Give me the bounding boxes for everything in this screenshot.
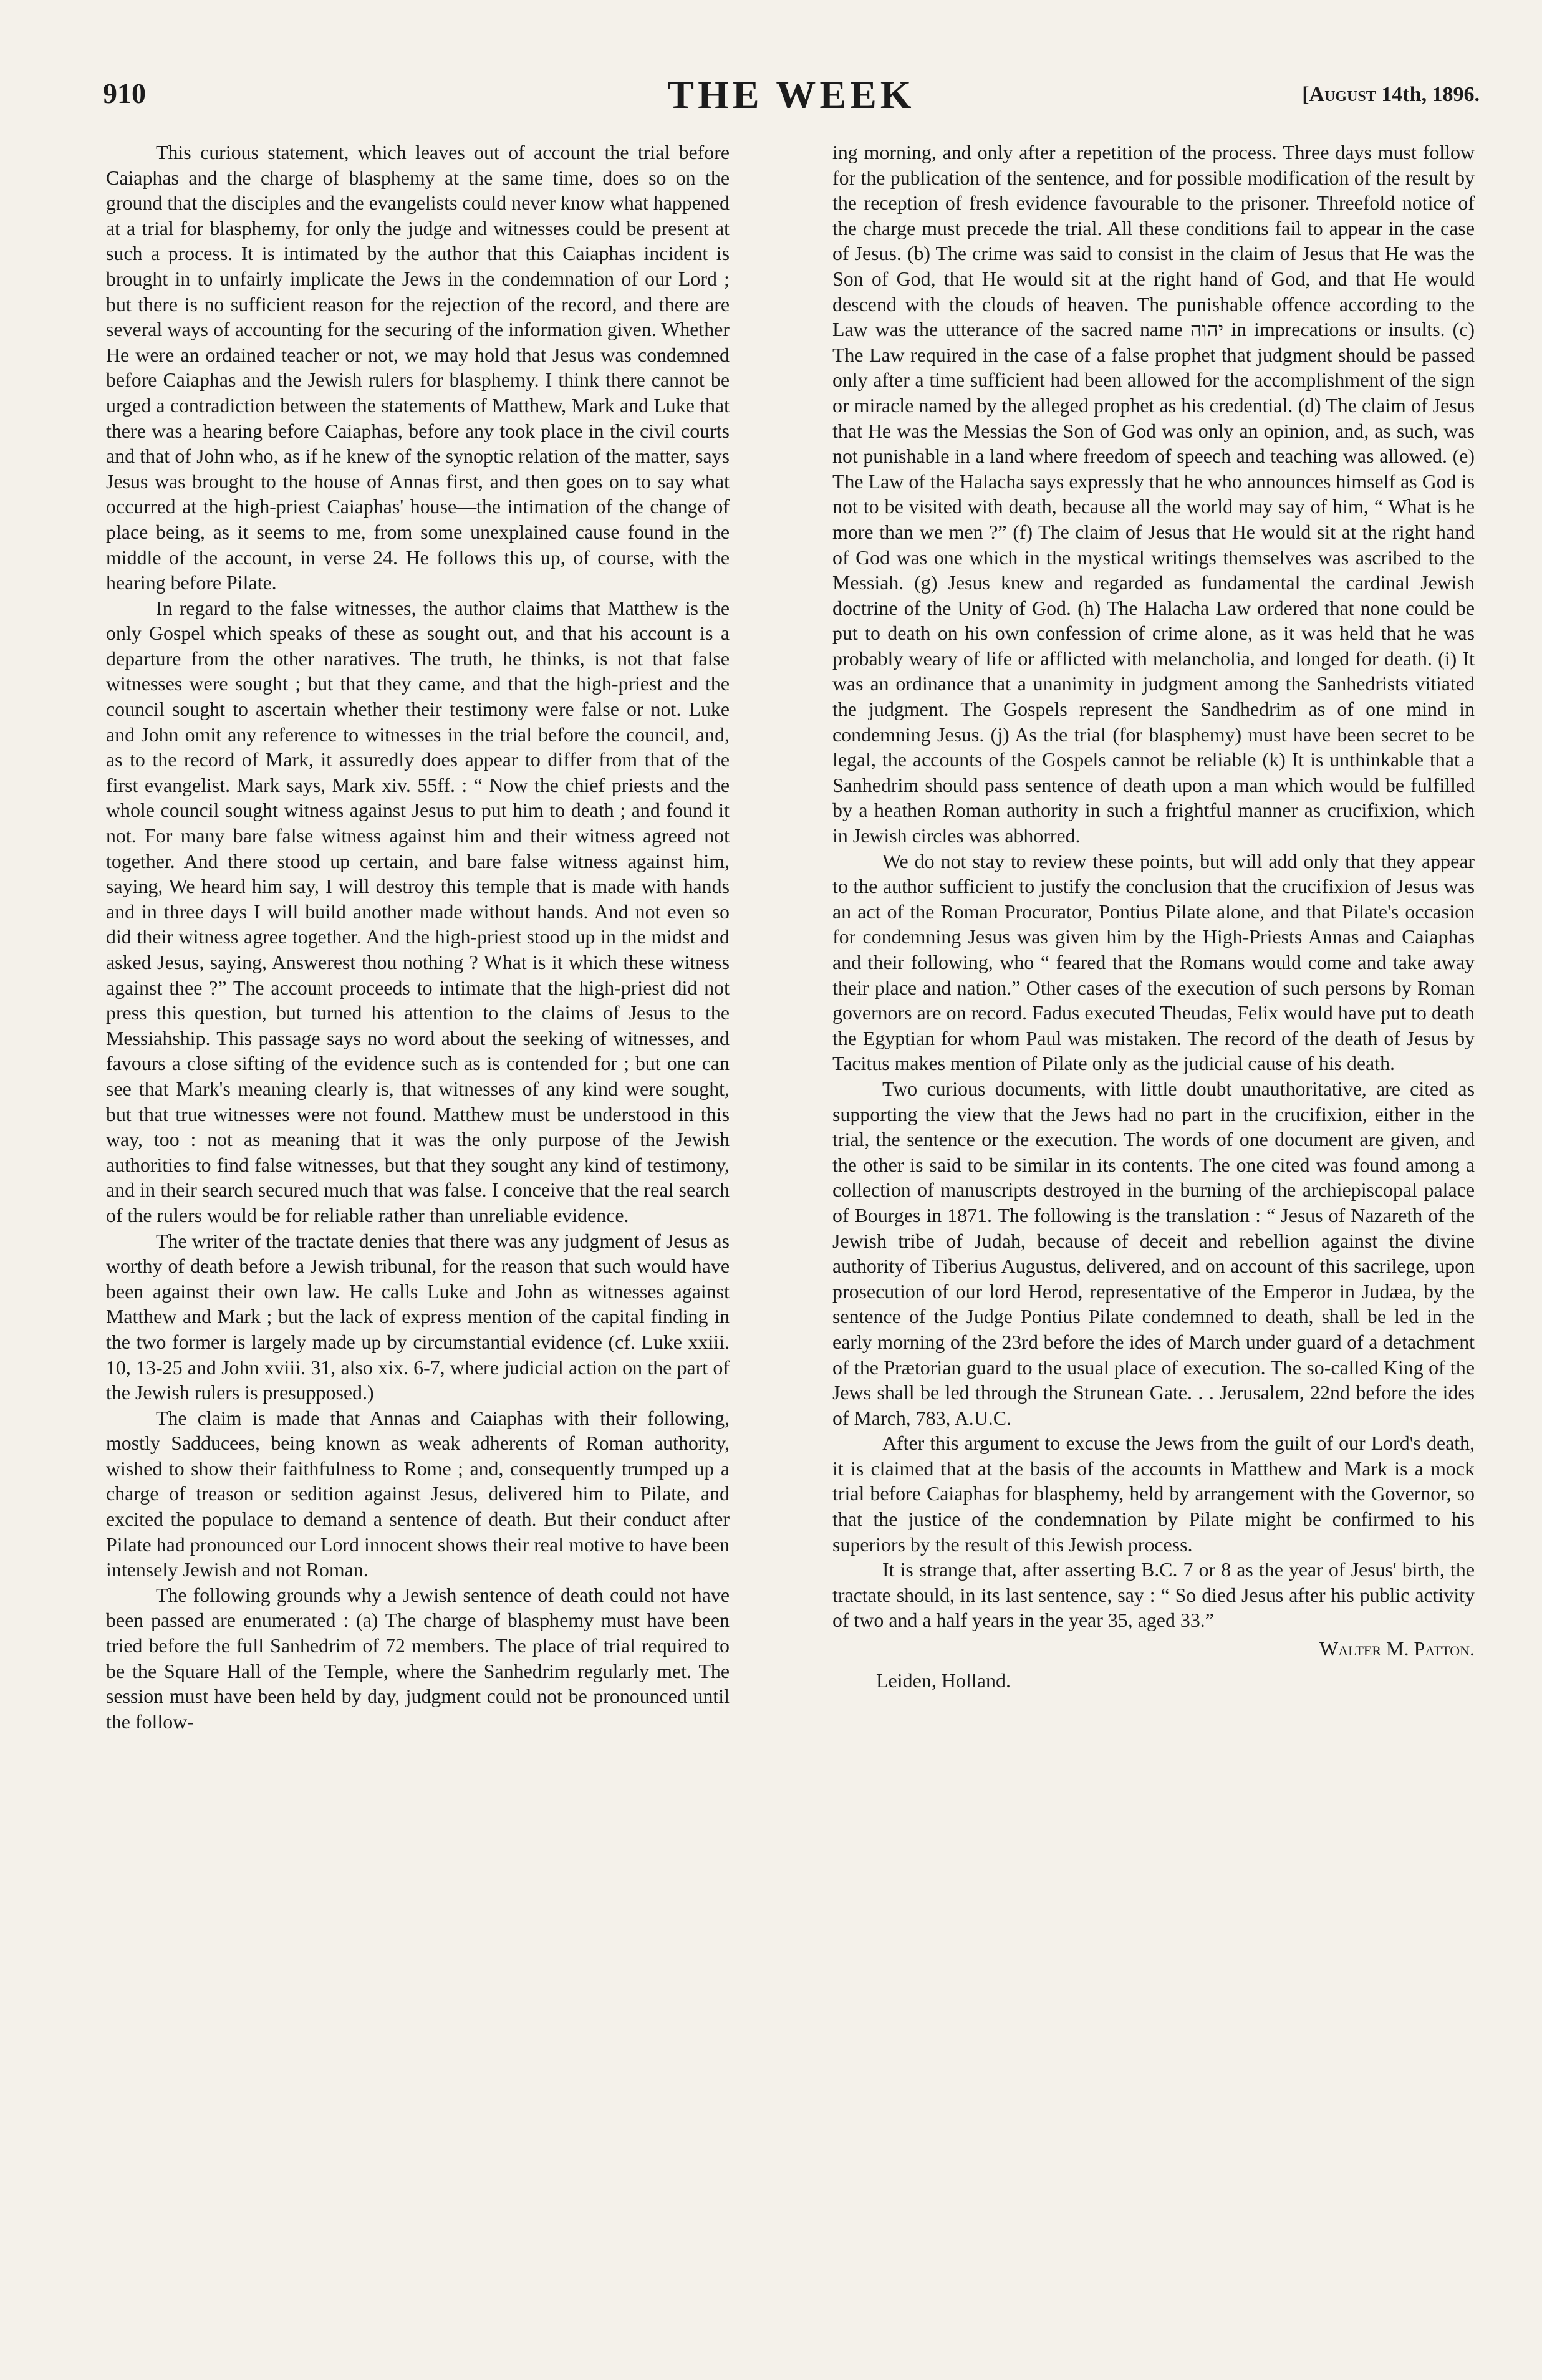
paragraph: The following grounds why a Jewish sentence of death could not have been passed are enumerated : (a) The charge of blasphemy must have been tried before the full Sanhedrim of 72 members. The place of trial required to be the Square Hall of the Temple, where the Sanhedrim regularly met. The session must have been held by day, judgment could not be pronounced until the follow- <box>106 1584 730 1733</box>
page-header <box>103 72 1480 128</box>
journal-title: THE WEEK <box>667 72 915 117</box>
page-number: 910 <box>103 77 146 109</box>
author-signature: Walter M. Patton. <box>1319 1637 1475 1660</box>
issue-date-bracket: [ <box>1302 83 1309 106</box>
paragraph: After this argument to excuse the Jews from the guilt of our Lord's death, it is claimed that at the basis of the accounts in Matthew and Mark is a mock trial before Caiaphas for blasphemy, held by arrangement with the Governor, so that the justice of the condemnation by Pilate might be confirmed to his superiors by the result of this Jewish process. <box>832 1432 1475 1556</box>
author-location: Leiden, Holland. <box>876 1669 1011 1692</box>
issue-date-rest: 14th, 1896. <box>1381 83 1480 106</box>
left-column <box>106 140 730 1735</box>
paragraph: The writer of the tractate denies that there was any judgment of Jesus as worthy of death before a Jewish tribunal, for the reason that such would have been against their own law. He calls Luke and John as witnesses against Matthew and Mark ; but the lack of express mention of the capital finding in the two former is largely made up by circumstantial evidence (cf. Luke xxiii. 10, 13-25 and John xviii. 31, also xix. 6-7, where judicial action on the part of the Jewish rulers is presupposed.) <box>106 1230 730 1404</box>
paragraph: The claim is made that Annas and Caiaphas with their following, mostly Sadducees, being known as weak adherents of Roman authority, wished to show their faithfulness to Rome ; and, consequently trumped up a charge of treason or sedition against Jesus, delivered him to Pilate, and excited the populace to demand a sentence of death. But their conduct after Pilate had pronounced our Lord innocent shows their real motive to have been intensely Jewish and not Roman. <box>106 1407 730 1581</box>
paragraph: This curious statement, which leaves out of account the trial before Caiaphas and the charge of blasphemy at the same time, does so on the ground that the disciples and the evangelists could never know what happened at a trial for blasphemy, for only the judge and witnesses could be present at such a process. It is intimated by the author that this Caiaphas incident is brought in to unfairly implicate the Jews in the condemnation of our Lord ; but there is no sufficient reason for the rejection of the record, and there are several ways of accounting for the securing of the information given. Whether He were an ordained teacher or not, we may hold that Jesus was condemned before Caiaphas and the Jewish rulers for blasphemy. I think there cannot be urged a contradiction between the statements of Matthew, Mark and Luke that there was a hearing before Caiaphas, before any took place in the civil courts and that of John who, as if he knew of the synoptic relation of the matter, says Jesus was brought to the house of Annas first, and then goes on to say what occurred at the high-priest Caiaphas' house—the intimation of the change of place being, as it seems to me, from some unexplained cause found in the middle of the account, in verse 24. He follows this up, of course, with the hearing before Pilate. <box>106 142 730 594</box>
paragraph: Two curious documents, with little doubt unauthoritative, are cited as supporting the view that the Jews had no part in the crucifixion, either in the trial, the sentence or the execution. The words of one document are given, and the other is said to be similar in its contents. The one cited was found among a collection of manuscripts destroyed in the burning of the archiepiscopal palace of Bourges in 1871. The following is the translation : “ Jesus of Nazareth of the Jewish tribe of Judah, because of deceit and rebellion against the divine authority of Tiberius Augustus, delivered, and on account of this sacrilege, upon prosecution of our lord Herod, representative of the Emperor in Judæa, by the sentence of the Judge Pontius Pilate condemned to death, shall be led in the early morning of the 23rd before the ides of March under guard of a detachment of the Prætorian guard to the usual place of execution. The so-called King of the Jews shall be led through the Strunean Gate. . . Jerusalem, 22nd before the ides of March, 783, A.U.C. <box>832 1077 1475 1429</box>
issue-date-month: August <box>1309 83 1376 106</box>
paragraph: It is strange that, after asserting B.C. 7 or 8 as the year of Jesus' birth, the tractate should, in its last sentence, say : “ So died Jesus after his public activity of two and a half years in the year 35, aged 33.” <box>832 1559 1475 1632</box>
paragraph: In regard to the false witnesses, the author claims that Matthew is the only Gospel which speaks of these as sought out, and that his account is a departure from the other naratives. The truth, he thinks, is not that false witnesses were sought ; but that they came, and that the high-priest and the council sought to ascertain whether their testimony were false or not. Luke and John omit any reference to witnesses in the trial before the council, and, as to the record of Mark, it assuredly does appear to differ from that of the first evangelist. Mark says, Mark xiv. 55ff. : “ Now the chief priests and the whole council sought witness against Jesus to put him to death ; and found it not. For many bare false witness against him and their witness agreed not together. And there stood up certain, and bare false witness against him, saying, We heard him say, I will destroy this temple that is made with hands and in three days I will build another made without hands. And not even so did their witness agree together. And the high-priest stood up in the midst and asked Jesus, saying, Answerest thou nothing ? What is it which these witness against thee ?” The account proceeds to intimate that the high-priest did not press this question, but turned his attention to the claims of Jesus to the Messiahship. This passage says no word about the seeking of witnesses, and favours a close sifting of the evidence such as is contended for ; but one can see that Mark's meaning clearly is, that witnesses of any kind were sought, but that true witnesses were not found. Matthew must be understood in this way, too : not as meaning that it was the only purpose of the Jewish authorities to find false witnesses, but that they sought any kind of testimony, and in their search secured much that was false. I conceive that the real search of the rulers would be for reliable rather than unreliable evidence. <box>106 597 730 1226</box>
right-column <box>832 140 1475 1693</box>
paragraph: We do not stay to review these points, but will add only that they appear to the author sufficient to justify the conclusion that the crucifixion of Jesus was an act of the Roman Procurator, Pontius Pilate alone, and that Pilate's occasion for condemning Jesus was given him by the High-Priests Annas and Caiaphas and their following, who “ feared that the Romans would come and take away their place and nation.” Other cases of the execution of such persons by Roman governors are on record. Fadus executed Theudas, Felix would have put to death the Egyptian for whom Paul was mistaken. The record of the death of Jesus by Tacitus makes mention of Pilate only as the judicial cause of his death. <box>832 850 1475 1075</box>
issue-date <box>1302 83 1480 107</box>
paragraph: ing morning, and only after a repetition of the process. Three days must follow for the publication of the sentence, and for possible modification of the result by the reception of fresh evidence favourable to the prisoner. Threefold notice of the charge must precede the trial. All these conditions fail to appear in the case of Jesus. (b) The crime was said to consist in the claim of Jesus that He was the Son of God, that He would sit at the right hand of God, and that He would descend with the clouds of heaven. The punishable offence according to the Law was the utterance of the sacred name יהוה in imprecations or insults. (c) The Law required in the case of a false prophet that judgment should be passed only after a time sufficient had been allowed for the accomplishment of the sign or miracle named by the alleged prophet as his credential. (d) The claim of Jesus that He was the Messias the Son of God was only an opinion, and, as such, was not punishable in a land where freedom of speech and teaching was allowed. (e) The Law of the Halacha says expressly that he who announces himself as God is not to be visited with death, because all the world may say of him, “ What is he more than we men ?” (f) The claim of Jesus that He would sit at the right hand of God was one which in the mystical writings themselves was ascribed to the Messiah. (g) Jesus knew and regarded as fundamental the cardinal Jewish doctrine of the Unity of God. (h) The Halacha Law ordered that none could be put to death on his own confession of crime alone, as it was held that he was probably weary of life or afflicted with melancholia, and longed for death. (i) It was an ordinance that a unanimity in judgment among the Sanhedrists vitiated the judgment. The Gospels represent the Sandhedrim as of one mind in condemning Jesus. (j) As the trial (for blasphemy) must have been secret to be legal, the accounts of the Gospels cannot be reliable (k) It is unthinkable that a Sanhedrim should pass sentence of death upon a man which would be fulfilled by a heathen Roman authority in such a frightful manner as crucifixion, which in Jewish circles was abhorred. <box>832 142 1475 847</box>
